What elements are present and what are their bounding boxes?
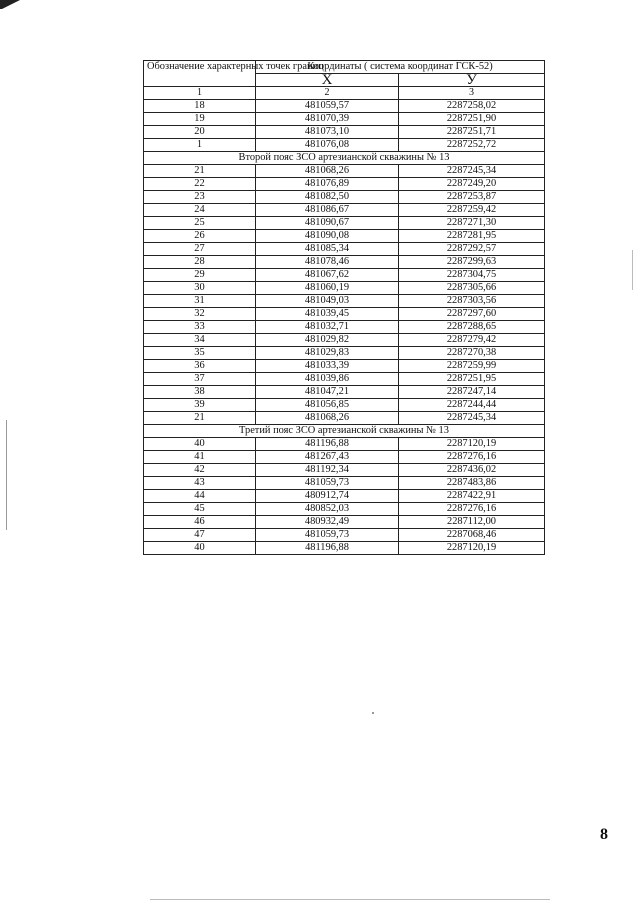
point-number-cell: 40 [144,542,256,555]
y-coordinate-cell: 2287251,95 [399,373,545,386]
x-coordinate-cell: 480912,74 [256,490,399,503]
table-row [144,477,545,490]
table-row [144,126,545,139]
point-number-cell: 38 [144,386,256,399]
x-coordinate-cell: 481068,26 [256,412,399,425]
x-coordinate-cell: 481033,39 [256,360,399,373]
x-coordinate-cell: 481082,50 [256,191,399,204]
point-number-cell: 37 [144,373,256,386]
table-row [144,165,545,178]
y-coordinate-cell: 2287292,57 [399,243,545,256]
point-number-cell: 47 [144,529,256,542]
page-number: 8 [600,826,608,843]
y-coordinate-cell: 2287259,99 [399,360,545,373]
point-number-cell: 22 [144,178,256,191]
header-row [144,61,545,74]
table-row [144,529,545,542]
table-row [144,334,545,347]
x-coordinate-cell: 481059,73 [256,529,399,542]
coordinates-table [143,60,545,555]
x-coordinate-cell: 481032,71 [256,321,399,334]
y-coordinate-cell: 2287271,30 [399,217,545,230]
point-number-cell: 44 [144,490,256,503]
y-coordinate-cell: 2287244,44 [399,399,545,412]
table-row [144,490,545,503]
point-number-cell: 27 [144,243,256,256]
y-coordinate-cell: 2287483,86 [399,477,545,490]
point-number-cell: 23 [144,191,256,204]
table-row [144,542,545,555]
x-coordinate-cell: 481196,88 [256,542,399,555]
x-coordinate-cell: 481060,19 [256,282,399,295]
column-numbers-row [144,87,545,100]
section-title-third-zone: Третий пояс ЗСО артезианской скважины № 13 [144,425,545,438]
table-row [144,308,545,321]
point-number-cell: 32 [144,308,256,321]
x-coordinate-cell: 481067,62 [256,269,399,282]
point-number-cell: 21 [144,165,256,178]
table-row [144,503,545,516]
table-row [144,399,545,412]
point-number-cell: 40 [144,438,256,451]
point-number-cell: 39 [144,399,256,412]
x-coordinate-cell: 481029,82 [256,334,399,347]
table-row [144,178,545,191]
scan-artifact-right [632,250,633,290]
table-row [144,113,545,126]
header-x-axis: X [256,74,399,87]
x-coordinate-cell: 480852,03 [256,503,399,516]
y-coordinate-cell: 2287112,00 [399,516,545,529]
y-coordinate-cell: 2287249,20 [399,178,545,191]
x-coordinate-cell: 481086,67 [256,204,399,217]
header-point-designation: Обозначение характерных точек границ [144,61,256,87]
y-coordinate-cell: 2287281,95 [399,230,545,243]
y-coordinate-cell: 2287258,02 [399,100,545,113]
x-coordinate-cell: 481070,39 [256,113,399,126]
y-coordinate-cell: 2287276,16 [399,503,545,516]
x-coordinate-cell: 481039,45 [256,308,399,321]
y-coordinate-cell: 2287252,72 [399,139,545,152]
point-number-cell: 41 [144,451,256,464]
point-number-cell: 46 [144,516,256,529]
point-number-cell: 18 [144,100,256,113]
x-coordinate-cell: 481056,85 [256,399,399,412]
table-row [144,100,545,113]
x-coordinate-cell: 481059,57 [256,100,399,113]
scan-corner-mark [0,0,22,10]
x-coordinate-cell: 481076,08 [256,139,399,152]
y-coordinate-cell: 2287304,75 [399,269,545,282]
x-coordinate-cell: 481090,08 [256,230,399,243]
point-number-cell: 1 [144,139,256,152]
column-number-3: 3 [399,87,545,100]
y-coordinate-cell: 2287422,91 [399,490,545,503]
table-row [144,451,545,464]
table-row [144,386,545,399]
point-number-cell: 30 [144,282,256,295]
column-number-2: 2 [256,87,399,100]
table-row [144,360,545,373]
point-number-cell: 28 [144,256,256,269]
section-title-row [144,425,545,438]
x-coordinate-cell: 481029,83 [256,347,399,360]
x-coordinate-cell: 481267,43 [256,451,399,464]
scan-artifact-left [6,420,7,530]
y-coordinate-cell: 2287303,56 [399,295,545,308]
y-coordinate-cell: 2287270,38 [399,347,545,360]
point-number-cell: 42 [144,464,256,477]
table-row [144,243,545,256]
point-number-cell: 35 [144,347,256,360]
section-title-second-zone: Второй пояс ЗСО артезианской скважины № 13 [144,152,545,165]
x-coordinate-cell: 480932,49 [256,516,399,529]
table-row [144,295,545,308]
y-coordinate-cell: 2287259,42 [399,204,545,217]
table-row [144,230,545,243]
table-row [144,438,545,451]
y-coordinate-cell: 2287279,42 [399,334,545,347]
x-coordinate-cell: 481078,46 [256,256,399,269]
y-coordinate-cell: 2287299,63 [399,256,545,269]
y-coordinate-cell: 2287245,34 [399,412,545,425]
header-coordinates-title: Координаты ( система координат ГСК-52) [256,61,545,74]
table-row [144,412,545,425]
point-number-cell: 29 [144,269,256,282]
point-number-cell: 19 [144,113,256,126]
y-coordinate-cell: 2287305,66 [399,282,545,295]
x-coordinate-cell: 481196,88 [256,438,399,451]
y-coordinate-cell: 2287068,46 [399,529,545,542]
x-coordinate-cell: 481073,10 [256,126,399,139]
point-number-cell: 24 [144,204,256,217]
y-coordinate-cell: 2287120,19 [399,438,545,451]
x-coordinate-cell: 481059,73 [256,477,399,490]
y-coordinate-cell: 2287436,02 [399,464,545,477]
y-coordinate-cell: 2287297,60 [399,308,545,321]
point-number-cell: 43 [144,477,256,490]
x-coordinate-cell: 481049,03 [256,295,399,308]
x-coordinate-cell: 481076,89 [256,178,399,191]
table-row [144,347,545,360]
table-row [144,204,545,217]
point-number-cell: 20 [144,126,256,139]
point-number-cell: 36 [144,360,256,373]
table-row [144,464,545,477]
x-coordinate-cell: 481047,21 [256,386,399,399]
header-y-axis: У [399,74,545,87]
point-number-cell: 45 [144,503,256,516]
y-coordinate-cell: 2287247,14 [399,386,545,399]
y-coordinate-cell: 2287288,65 [399,321,545,334]
section-title-row [144,152,545,165]
x-coordinate-cell: 481090,67 [256,217,399,230]
point-number-cell: 25 [144,217,256,230]
y-coordinate-cell: 2287251,90 [399,113,545,126]
table-row [144,191,545,204]
table-row [144,217,545,230]
y-coordinate-cell: 2287253,87 [399,191,545,204]
scan-artifact-bottom [150,899,550,900]
table-row [144,321,545,334]
y-coordinate-cell: 2287120,19 [399,542,545,555]
scan-dot [372,712,374,714]
table-row [144,373,545,386]
point-number-cell: 21 [144,412,256,425]
x-coordinate-cell: 481192,34 [256,464,399,477]
table-row [144,139,545,152]
y-coordinate-cell: 2287251,71 [399,126,545,139]
column-number-1: 1 [144,87,256,100]
x-coordinate-cell: 481068,26 [256,165,399,178]
x-coordinate-cell: 481085,34 [256,243,399,256]
table-row [144,516,545,529]
y-coordinate-cell: 2287276,16 [399,451,545,464]
x-coordinate-cell: 481039,86 [256,373,399,386]
point-number-cell: 33 [144,321,256,334]
table-row [144,282,545,295]
table-row [144,256,545,269]
point-number-cell: 31 [144,295,256,308]
y-coordinate-cell: 2287245,34 [399,165,545,178]
table-row [144,269,545,282]
point-number-cell: 34 [144,334,256,347]
point-number-cell: 26 [144,230,256,243]
